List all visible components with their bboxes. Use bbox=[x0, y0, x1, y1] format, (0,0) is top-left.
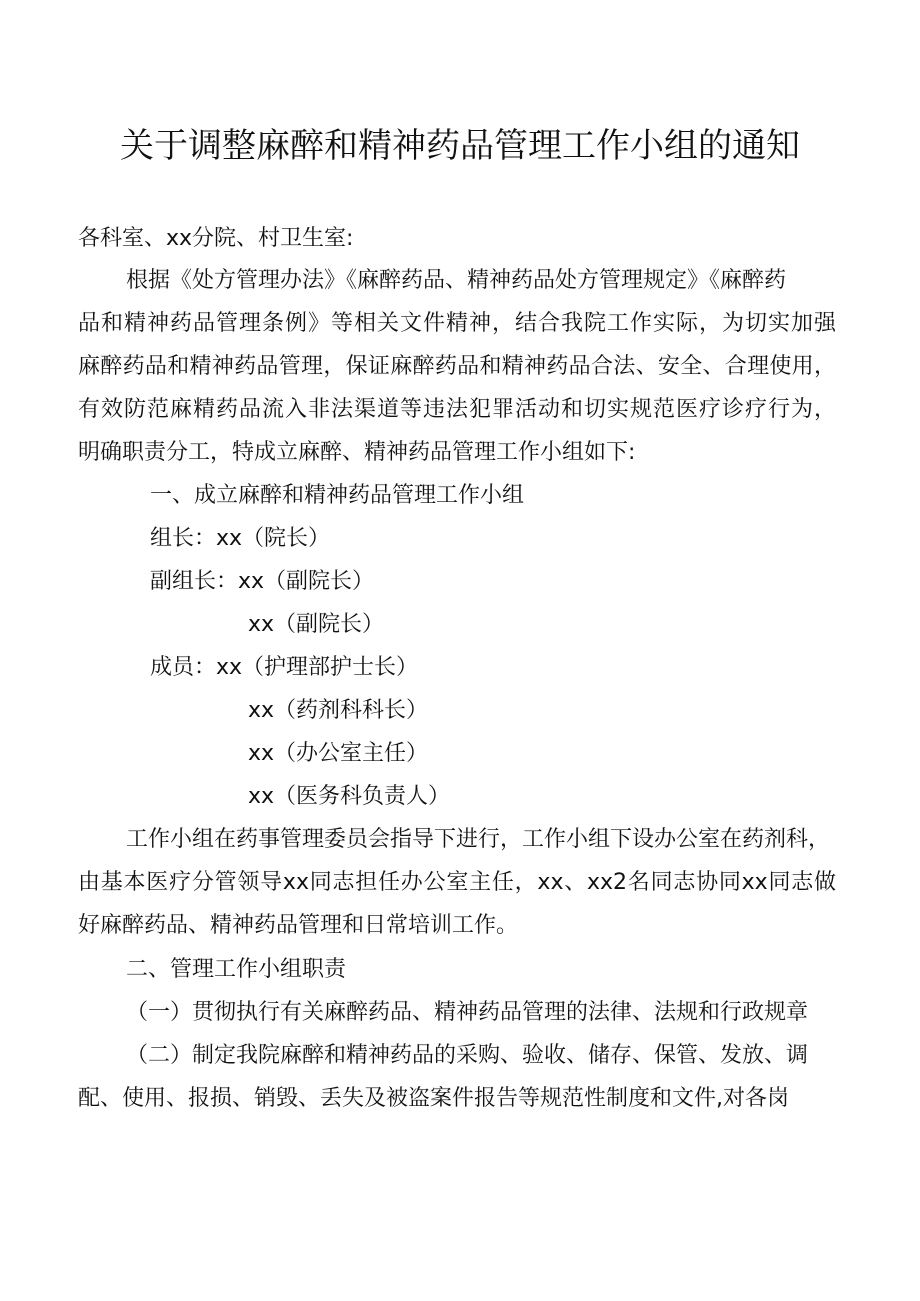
salutation: 各科室、xx分院、村卫生室: bbox=[78, 226, 354, 251]
duty-item-2-line: （二）制定我院麻醉和精神药品的采购、验收、储存、保管、发放、调 bbox=[126, 1043, 809, 1068]
document-title: 关于调整麻醉和精神药品管理工作小组的通知 bbox=[120, 126, 800, 166]
office-line: 工作小组在药事管理委员会指导下进行，工作小组下设办公室在药剂科， bbox=[126, 827, 831, 852]
group-member: 成员：xx（护理部护士长） bbox=[150, 655, 419, 680]
intro-line: 麻醉药品和精神药品管理，保证麻醉药品和精神药品合法、安全、合理使用， bbox=[78, 354, 836, 379]
group-deputy: 副组长：xx（副院长） bbox=[150, 569, 375, 594]
intro-line: 根据《处方管理办法》《麻醉药品、精神药品处方管理规定》《麻醉药 bbox=[126, 268, 787, 293]
intro-line: 明确职责分工，特成立麻醉、精神药品管理工作小组如下: bbox=[78, 440, 636, 465]
office-line: 由基本医疗分管领导xx同志担任办公室主任，xx、xx2名同志协同xx同志做 bbox=[78, 870, 836, 895]
group-member: xx（办公室主任） bbox=[248, 741, 429, 766]
group-leader: 组长：xx（院长） bbox=[150, 526, 331, 551]
group-member: xx（药剂科科长） bbox=[248, 698, 429, 723]
duty-item-2-line: 配、使用、报损、销毁、丢失及被盗案件报告等规范性制度和文件,对各岗 bbox=[78, 1086, 789, 1111]
intro-line: 有效防范麻精药品流入非法渠道等违法犯罪活动和切实规范医疗诊疗行为， bbox=[78, 397, 836, 422]
duty-item-1: （一）贯彻执行有关麻醉药品、精神药品管理的法律、法规和行政规章 bbox=[126, 1000, 809, 1025]
section-heading-1: 一、成立麻醉和精神药品管理工作小组 bbox=[150, 483, 525, 508]
intro-line: 品和精神药品管理条例》等相关文件精神，结合我院工作实际，为切实加强 bbox=[78, 311, 836, 336]
office-line: 好麻醉药品、精神药品管理和日常培训工作。 bbox=[78, 913, 519, 938]
section-heading-2: 二、管理工作小组职责 bbox=[126, 957, 347, 982]
group-member: xx（医务科负责人） bbox=[248, 784, 451, 809]
group-deputy: xx（副院长） bbox=[248, 612, 385, 637]
